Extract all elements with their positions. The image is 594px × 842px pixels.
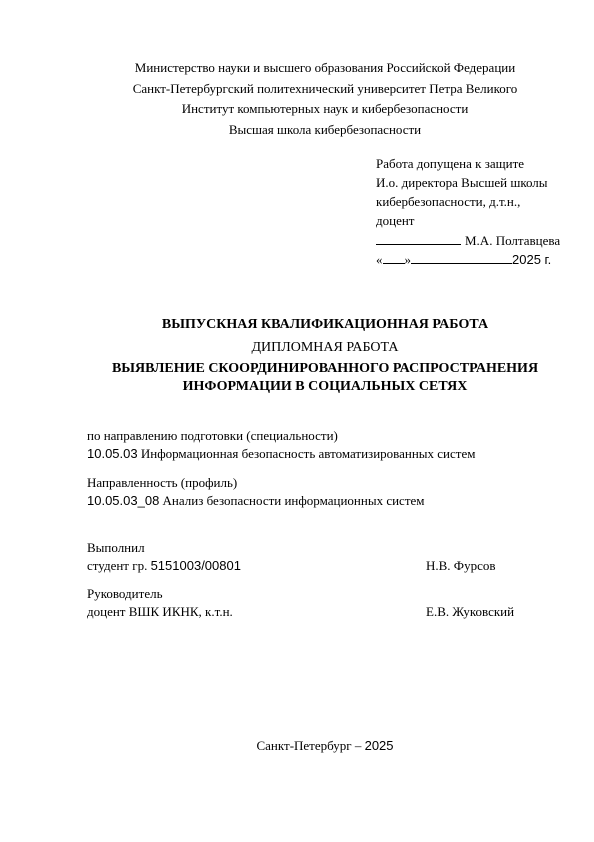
signature-blank	[376, 230, 461, 245]
work-title: ВЫПУСКНАЯ КВАЛИФИКАЦИОННАЯ РАБОТА	[161, 317, 489, 332]
footer-city-year	[0, 736, 594, 756]
direction-label: по направлению подготовки (специальности)	[87, 428, 338, 443]
student-name: Н.В. Фурсов	[426, 558, 496, 573]
ministry-line: Министерство науки и высшего образования Российской Федерации	[134, 60, 516, 75]
institute-line: Институт компьютерных наук и кибербезопасности	[181, 101, 469, 116]
footer-year: 2025	[364, 738, 394, 753]
profile-value	[87, 492, 567, 510]
profile-label: Направленность (профиль)	[87, 475, 238, 490]
supervisor-name: Е.В. Жуковский	[426, 604, 515, 619]
direction-block	[87, 427, 567, 463]
topic-line-2: ИНФОРМАЦИИ В СОЦИАЛЬНЫХ СЕТЯХ	[182, 379, 468, 394]
profile-code: 10.05.03_08	[87, 493, 160, 508]
date-open-quote: «	[376, 252, 383, 267]
direction-value	[87, 445, 567, 463]
approval-block	[376, 154, 591, 268]
approval-line-3: кибербезопасности, д.т.н.,	[376, 194, 521, 209]
work-type: ДИПЛОМНАЯ РАБОТА	[251, 340, 399, 355]
direction-code: 10.05.03	[87, 446, 138, 461]
approval-date-line	[376, 249, 591, 268]
approval-line-2: И.о. директора Высшей школы	[376, 175, 548, 190]
approval-signatory: М.А. Полтавцева	[465, 233, 561, 248]
approval-line-1: Работа допущена к защите	[376, 156, 525, 171]
footer-city: Санкт-Петербург –	[256, 738, 365, 753]
profile-block	[87, 474, 567, 510]
approval-year: 2025 г.	[512, 252, 552, 267]
month-blank	[411, 249, 512, 264]
approval-line-4: доцент	[376, 213, 415, 228]
title-block	[0, 314, 594, 396]
date-close-quote: »	[404, 252, 411, 267]
student-label: Выполнил	[87, 540, 145, 555]
student-prefix: студент гр.	[87, 558, 151, 573]
day-blank	[383, 249, 405, 264]
approval-signature-line	[376, 230, 591, 249]
profile-name: Анализ безопасности информационных систем	[159, 493, 425, 508]
supervisor-position: доцент ВШК ИКНК, к.т.н.	[87, 604, 233, 619]
direction-name: Информационная безопасность автоматизированных систем	[137, 446, 476, 461]
student-group: 5151003/00801	[150, 558, 241, 573]
university-line: Санкт-Петербургский политехнический университет Петра Великого	[132, 80, 518, 96]
topic-line-1: ВЫЯВЛЕНИЕ СКООРДИНИРОВАННОГО РАСПРОСТРАНЕНИЯ	[111, 361, 539, 376]
supervisor-label: Руководитель	[87, 586, 163, 601]
organization-header	[0, 58, 594, 140]
school-line: Высшая школа кибербезопасности	[228, 121, 422, 137]
